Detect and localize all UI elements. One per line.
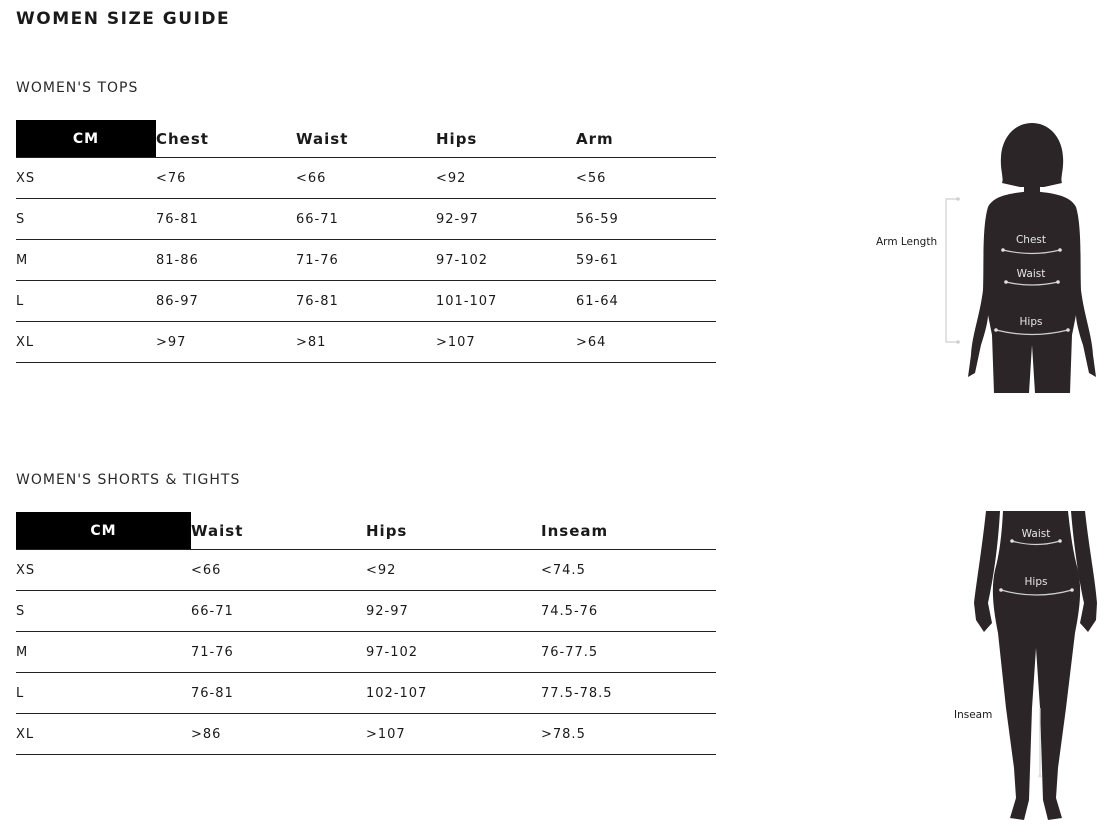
upper-body-figure [870, 115, 1105, 395]
table-cell: <56 [576, 158, 716, 199]
tops-header-row [16, 120, 716, 158]
table-cell: 76-81 [156, 199, 296, 240]
table-cell: >78.5 [541, 714, 716, 755]
lower-body-figure [940, 508, 1105, 830]
table-cell: >107 [366, 714, 541, 755]
size-label: M [16, 632, 191, 673]
bottoms-col-inseam: Inseam [541, 512, 716, 550]
table-cell: >107 [436, 322, 576, 363]
size-label: XS [16, 158, 156, 199]
hips-label: Hips [1019, 316, 1043, 328]
table-row [16, 632, 716, 673]
table-cell: <92 [366, 550, 541, 591]
table-cell: 74.5-76 [541, 591, 716, 632]
table-cell: 97-102 [366, 632, 541, 673]
tops-size-table [16, 120, 716, 363]
table-row [16, 158, 716, 199]
table-cell: >64 [576, 322, 716, 363]
bottoms-section-title: WOMEN'S SHORTS & TIGHTS [16, 472, 241, 488]
table-row [16, 591, 716, 632]
table-row [16, 199, 716, 240]
tops-col-hips: Hips [436, 120, 576, 158]
tops-section-title: WOMEN'S TOPS [16, 80, 139, 96]
table-cell: <66 [296, 158, 436, 199]
arm-length-label: Arm Length [876, 236, 938, 248]
size-label: S [16, 199, 156, 240]
table-cell: 76-81 [191, 673, 366, 714]
table-cell: 101-107 [436, 281, 576, 322]
chest-label: Chest [1015, 234, 1047, 246]
table-cell: <92 [436, 158, 576, 199]
table-cell: <76 [156, 158, 296, 199]
size-label: M [16, 240, 156, 281]
table-cell: 71-76 [191, 632, 366, 673]
upper-body-silhouette [968, 123, 1096, 393]
lower-body-silhouette [974, 511, 1097, 820]
tops-unit-badge: CM [16, 120, 156, 158]
table-row [16, 550, 716, 591]
tops-col-waist: Waist [296, 120, 436, 158]
bottoms-col-hips: Hips [366, 512, 541, 550]
table-cell: 59-61 [576, 240, 716, 281]
table-cell: 61-64 [576, 281, 716, 322]
table-cell: 97-102 [436, 240, 576, 281]
lower-hips-label: Hips [1024, 576, 1048, 588]
bottoms-header-row [16, 512, 716, 550]
table-row [16, 714, 716, 755]
waist-label: Waist [1016, 268, 1046, 280]
table-row [16, 322, 716, 363]
size-label: XS [16, 550, 191, 591]
bottoms-unit-badge: CM [16, 512, 191, 550]
page-title: WOMEN SIZE GUIDE [16, 9, 231, 29]
table-cell: <66 [191, 550, 366, 591]
table-row [16, 281, 716, 322]
table-cell: 92-97 [366, 591, 541, 632]
table-cell: 86-97 [156, 281, 296, 322]
table-cell: 102-107 [366, 673, 541, 714]
lower-waist-label: Waist [1021, 528, 1051, 540]
table-cell: >81 [296, 322, 436, 363]
table-cell: 81-86 [156, 240, 296, 281]
size-label: L [16, 281, 156, 322]
size-label: XL [16, 322, 156, 363]
table-cell: 66-71 [296, 199, 436, 240]
table-row [16, 673, 716, 714]
bottoms-col-waist: Waist [191, 512, 366, 550]
table-row [16, 240, 716, 281]
bottoms-size-table [16, 512, 716, 755]
inseam-label: Inseam [954, 709, 993, 721]
table-cell: >97 [156, 322, 296, 363]
table-cell: <74.5 [541, 550, 716, 591]
table-cell: 66-71 [191, 591, 366, 632]
table-cell: 77.5-78.5 [541, 673, 716, 714]
tops-col-arm: Arm [576, 120, 716, 158]
size-label: S [16, 591, 191, 632]
table-cell: 76-77.5 [541, 632, 716, 673]
table-cell: >86 [191, 714, 366, 755]
tops-col-chest: Chest [156, 120, 296, 158]
table-cell: 92-97 [436, 199, 576, 240]
size-label: XL [16, 714, 191, 755]
arm-length-bracket [946, 199, 958, 342]
table-cell: 56-59 [576, 199, 716, 240]
size-label: L [16, 673, 191, 714]
table-cell: 71-76 [296, 240, 436, 281]
table-cell: 76-81 [296, 281, 436, 322]
